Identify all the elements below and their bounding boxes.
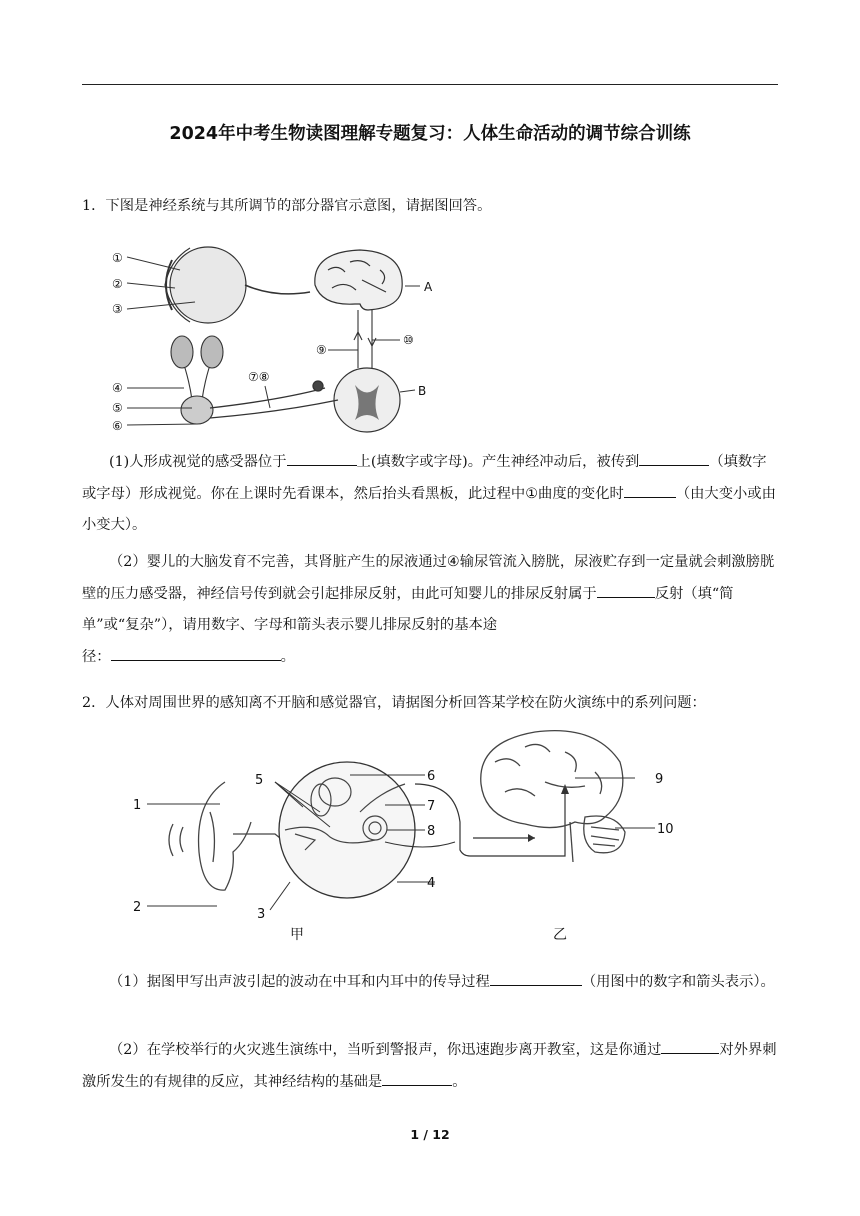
q1-p1-text-b: 上(填数字或字母)。产生神经冲动后，被传到 — [356, 454, 640, 470]
page-number: 1 / 12 — [410, 1127, 450, 1142]
figure-caption-yi: 乙 — [553, 927, 567, 943]
ear-label-6: 6 — [427, 769, 436, 784]
figure-caption-jia: 甲 — [290, 927, 304, 943]
q1-stem: 1．下图是神经系统与其所调节的部分器官示意图，请据图回答。 — [82, 198, 492, 214]
brain-drawing-2 — [481, 731, 625, 862]
q1-p1-text-e: （由大变小或由小变大）。 — [82, 485, 776, 533]
q1-p2-circle: ④ — [446, 554, 460, 570]
label-2: ② — [112, 277, 123, 291]
q2-part2 — [82, 1035, 778, 1098]
q2-p1-text-b: （用图中的数字和箭头表示）。 — [581, 974, 775, 990]
answer-blank[interactable] — [111, 644, 281, 661]
outer-ear-drawing — [169, 782, 285, 890]
spinal-cord-drawing — [334, 368, 415, 432]
label-5: ⑤ — [112, 401, 123, 415]
q1-p1-text-d: 曲度的变化时 — [538, 485, 624, 502]
ear-label-8: 8 — [427, 824, 436, 839]
q2-p2-text-a: （2）在学校举行的火灾逃生演练中，当听到警报声，你迅速跑步离开教室，这是你通过 — [109, 1042, 662, 1058]
eye-drawing — [165, 247, 310, 323]
q1-p1-text-a: (1)人形成视觉的感受器位于 — [109, 454, 287, 470]
brain-label-9: 9 — [655, 772, 664, 787]
ear-label-3: 3 — [257, 907, 266, 922]
q2-p2-text-c: 。 — [452, 1073, 467, 1090]
ear-label-4: 4 — [427, 876, 436, 891]
q1-p1-circle: ① — [525, 485, 539, 502]
q1-p2-text-e: 。 — [280, 648, 295, 665]
brain-label-10: 10 — [657, 822, 674, 837]
label-3: ③ — [112, 302, 123, 316]
label-B: B — [418, 384, 427, 398]
ear-label-1: 1 — [133, 798, 142, 813]
q1-p1-text-c: （填数字或字母）形成视觉。你在上课时先看课本，然后抬头看黑板，此过程中 — [82, 454, 767, 502]
q2-stem: 2．人体对周围世界的感知离不开脑和感觉器官，请据图分析回答某学校在防火演练中的系列问题： — [82, 695, 706, 711]
q1-p2-text-a: （2）婴儿的大脑发育不完善，其肾脏产生的尿液通过 — [109, 554, 447, 570]
q1-figure — [100, 240, 450, 440]
answer-blank[interactable] — [639, 449, 709, 466]
label-A: A — [424, 280, 433, 294]
label-4: ④ — [112, 381, 123, 395]
q1-p2-text-d: 径： — [82, 648, 111, 665]
ear-label-2: 2 — [133, 900, 142, 915]
ear-label-7: 7 — [427, 799, 436, 814]
ear-label-5: 5 — [255, 773, 264, 788]
urinary-drawing — [171, 336, 223, 424]
label-6: ⑥ — [112, 419, 123, 433]
answer-blank[interactable] — [287, 449, 357, 466]
brain-drawing — [315, 250, 402, 310]
answer-blank[interactable] — [597, 581, 655, 598]
answer-blank[interactable] — [661, 1037, 719, 1054]
header-rule — [82, 84, 778, 85]
q2-part1 — [82, 967, 778, 999]
q1-part1 — [82, 447, 778, 542]
q2-p2-text-b: 对外界刺激所发生的有规律的反应，其神经结构的基础是 — [82, 1042, 777, 1090]
q2-p1-text-a: （1）据图甲写出声波引起的波动在中耳和内耳中的传导过程 — [109, 974, 490, 990]
q1-p2-text-b: 输尿管流入膀胱，尿液贮存到一定量就会刺激膀胱壁的压力感受器，神经信号传到就会引起排尿反射，由此可知婴儿的排尿反射属于 — [82, 554, 775, 602]
answer-blank[interactable] — [490, 969, 582, 986]
q2-figure — [125, 722, 685, 947]
answer-blank[interactable] — [382, 1069, 452, 1086]
q1-p2-text-c: 反射（填“简单”或“复杂”），请用数字、字母和箭头表示婴儿排尿反射的基本途 — [82, 585, 734, 633]
label-7-8: ⑦⑧ — [248, 370, 270, 384]
label-1: ① — [112, 251, 123, 265]
label-9: ⑨ — [316, 343, 327, 357]
page-title: 2024年中考生物读图理解专题复习：人体生命活动的调节综合训练 — [169, 124, 691, 144]
q1-part2 — [82, 547, 778, 673]
answer-blank[interactable] — [624, 481, 676, 498]
label-10: ⑩ — [403, 333, 414, 347]
